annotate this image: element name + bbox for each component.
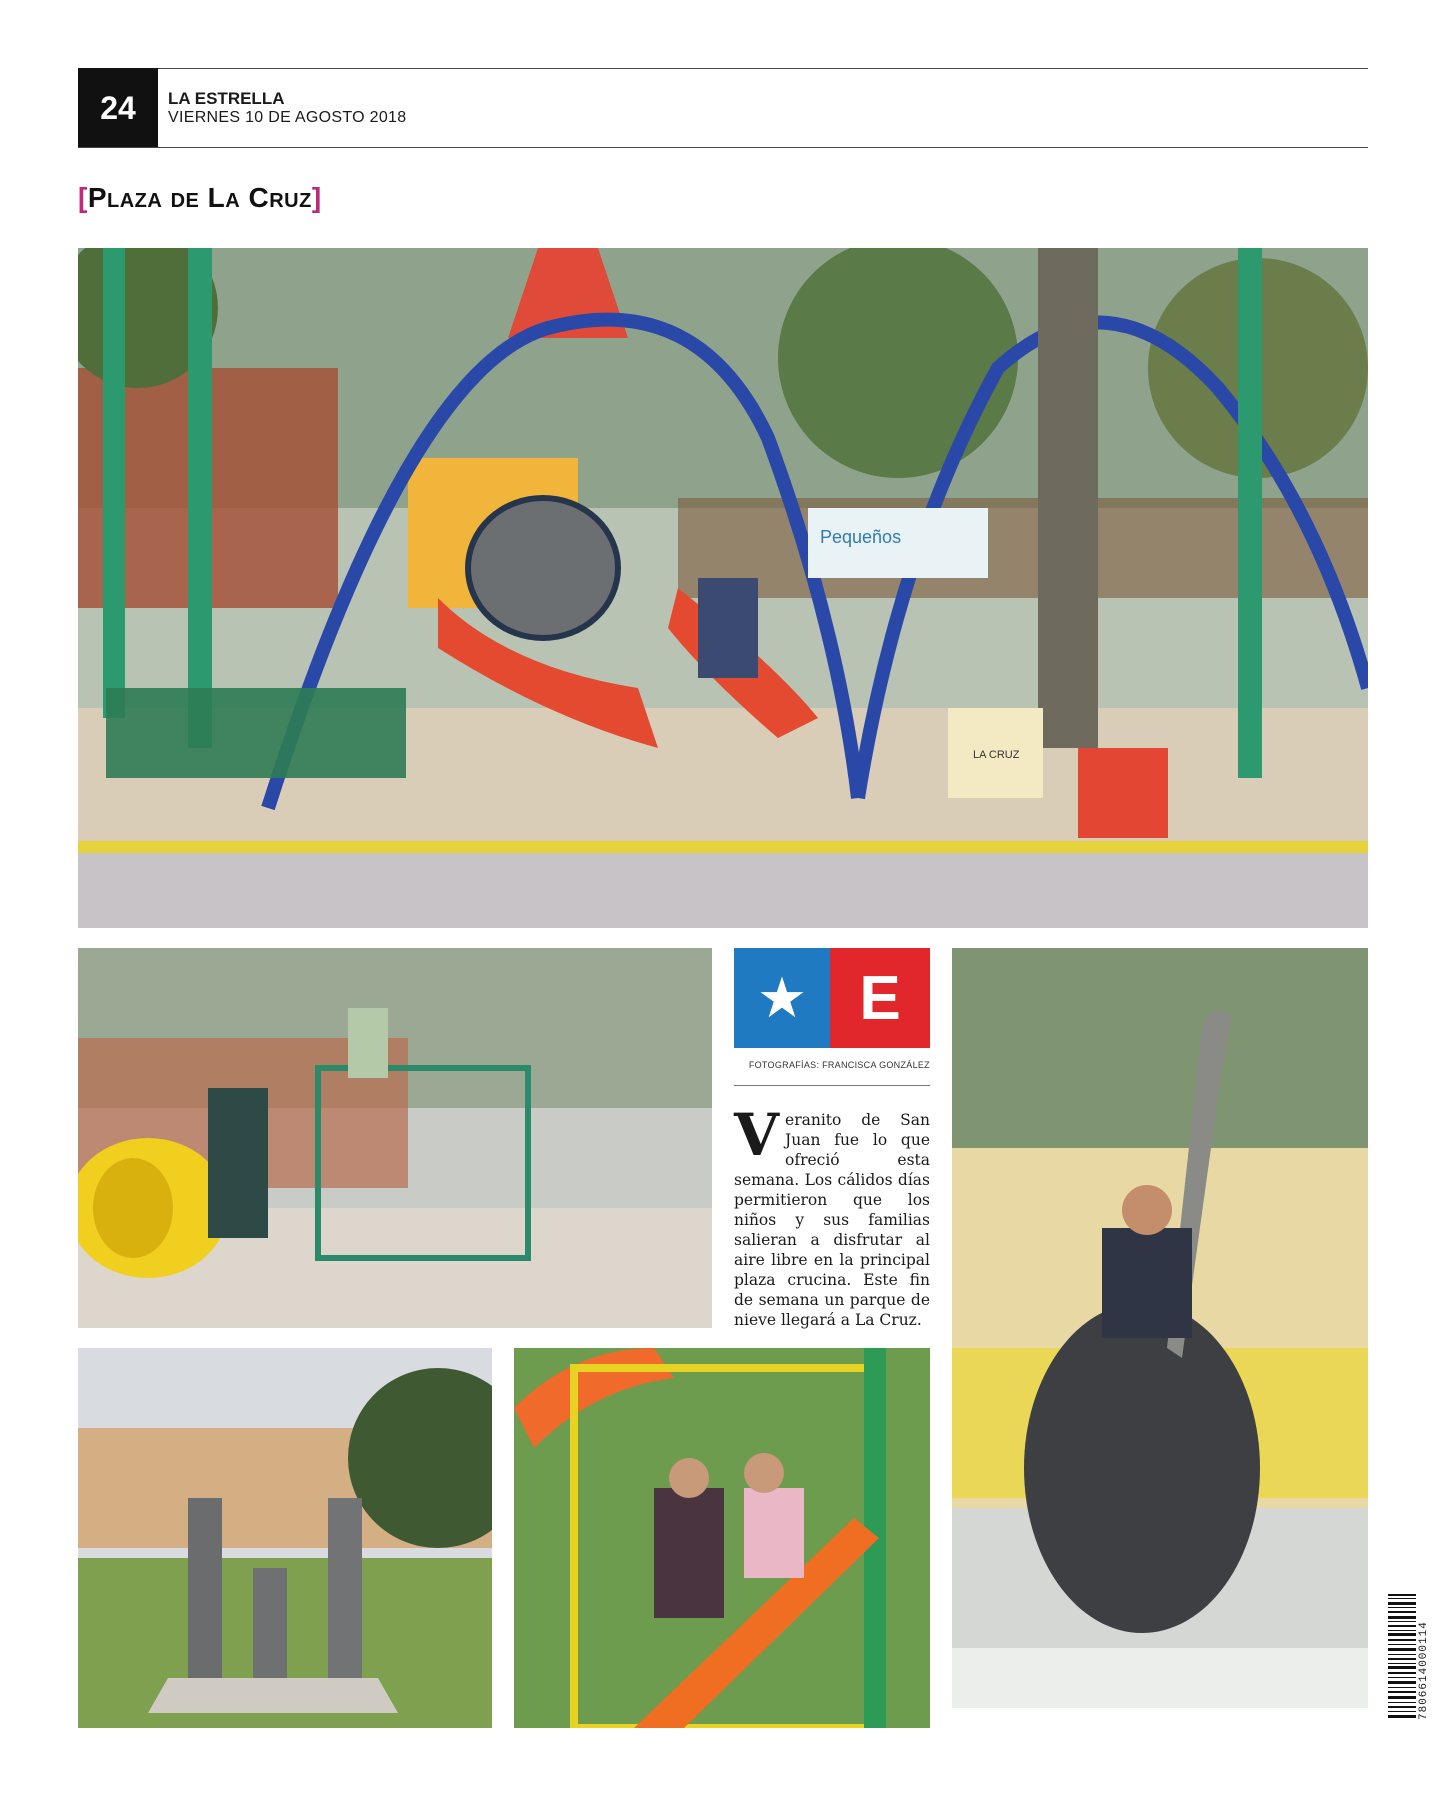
kindergarten-sign-text: Pequeños [820, 527, 902, 547]
credit-rule [734, 1085, 930, 1086]
boy-statue-photo [952, 948, 1368, 1708]
bracket-close: ] [311, 182, 322, 213]
climbing-photo [78, 948, 712, 1328]
newspaper-logo [734, 948, 930, 1048]
sculpture-photo [78, 1348, 492, 1728]
article-body [734, 1101, 930, 1330]
article-text: eranito de San Juan fue lo que ofreció esta semana. Los cálidos días permitieron que los niños y sus familias salieran a disfrutar al aire libre en la principal plaza crucina. Este fin de semana un parque de nieve llegará a La Cruz. [734, 1111, 930, 1329]
issue-date: VIERNES 10 DE AGOSTO 2018 [168, 108, 407, 126]
top-rule [78, 68, 1368, 69]
logo-letter: E [830, 948, 930, 1048]
masthead [168, 90, 406, 126]
photo-credit: FOTOGRAFÍAS: FRANCISCA GONZÁLEZ [748, 1060, 930, 1070]
star-icon: ★ [734, 948, 830, 1048]
main-photo [78, 248, 1368, 928]
barcode-number: 7806614000114 [1418, 1621, 1430, 1720]
slide-photo [514, 1348, 930, 1728]
plaza-sign-text: LA CRUZ [973, 749, 1020, 761]
drop-cap: V [734, 1101, 780, 1169]
bracket-open: [ [78, 182, 88, 213]
publication-name: LA ESTRELLA [168, 89, 285, 108]
page-number: 24 [78, 68, 158, 148]
section-title [78, 182, 322, 214]
barcode [1388, 1594, 1416, 1720]
section-title-text: Plaza de La Cruz [87, 182, 312, 213]
header-rule [78, 147, 1368, 148]
